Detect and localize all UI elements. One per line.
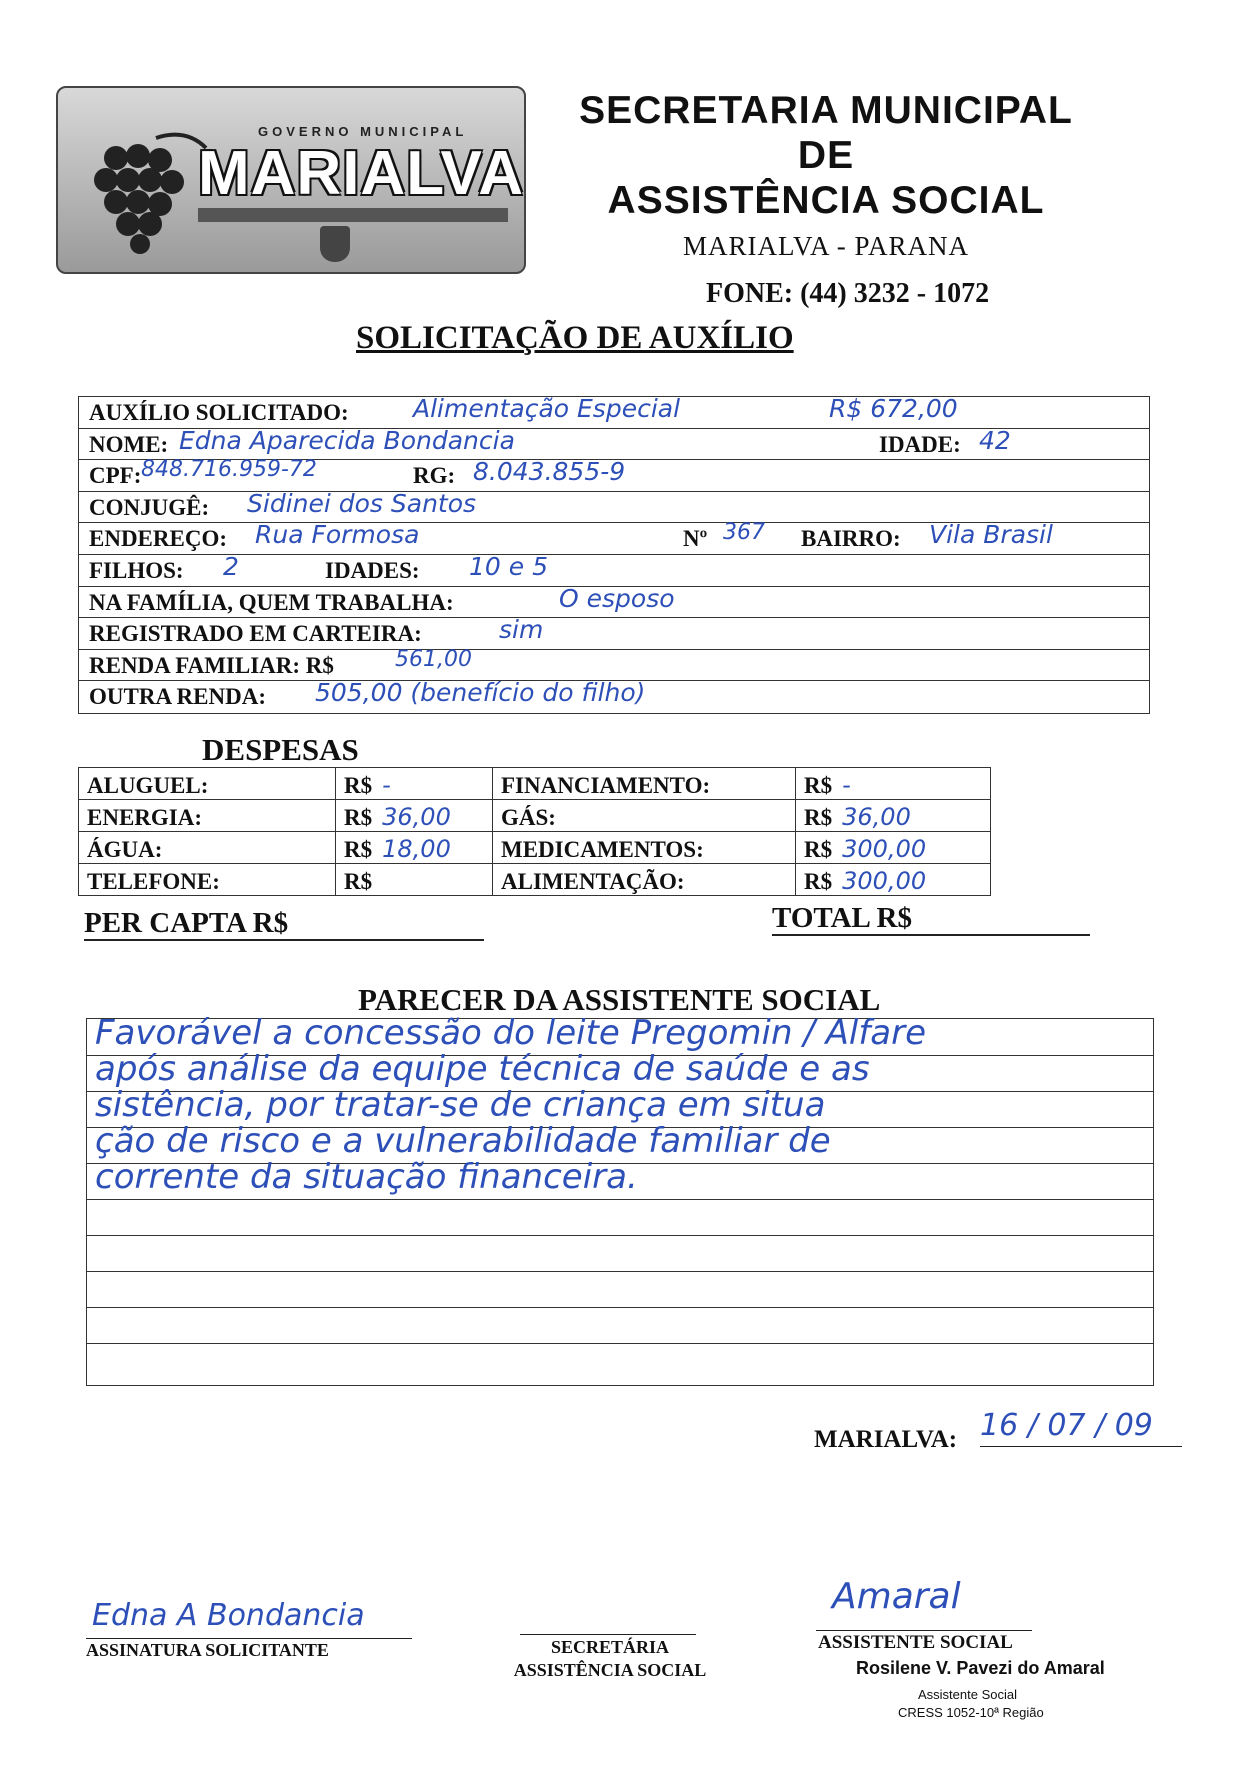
despesa-left-label: ENERGIA: xyxy=(79,800,336,832)
stamp-role: Assistente Social xyxy=(918,1687,1017,1702)
currency-label: R$ xyxy=(344,837,373,862)
despesa-right-label: FINANCIAMENTO: xyxy=(493,768,796,800)
despesa-right-label: MEDICAMENTOS: xyxy=(493,832,796,864)
despesas-title: DESPESAS xyxy=(202,732,359,767)
despesa-left-cell xyxy=(336,864,493,896)
numero-label: Nº xyxy=(683,526,708,552)
total-line xyxy=(772,934,1090,936)
despesa-left-label: TELEFONE: xyxy=(79,864,336,896)
per-capta-line xyxy=(84,939,484,941)
crest-icon xyxy=(320,226,350,262)
logo-gov-text: GOVERNO MUNICIPAL xyxy=(258,124,468,139)
renda-value: 561,00 xyxy=(395,646,472,672)
assistente-signature-label: ASSISTENTE SOCIAL xyxy=(818,1632,1013,1653)
despesa-right-label: ALIMENTAÇÃO: xyxy=(493,864,796,896)
parecer-rule xyxy=(87,1271,1153,1272)
solicitante-signature: Edna A Bondancia xyxy=(92,1598,365,1633)
currency-label: R$ xyxy=(344,869,373,894)
conjuge-value: Sidinei dos Santos xyxy=(247,488,477,518)
applicant-fields-table xyxy=(78,396,1150,714)
header-title-line1: SECRETARIA MUNICIPAL xyxy=(579,89,1073,132)
despesa-right-cell xyxy=(796,864,991,896)
marialva-logo xyxy=(56,86,526,274)
filhos-label: FILHOS: xyxy=(89,557,184,583)
solicitante-signature-label: ASSINATURA SOLICITANTE xyxy=(86,1640,329,1660)
despesa-left-value: 36,00 xyxy=(382,803,451,831)
logo-name: MARIALVA xyxy=(198,139,524,208)
row-filhos xyxy=(79,551,1149,587)
parecer-line: Favorável a concessão do leite Pregomin / Alfare xyxy=(95,1013,927,1053)
endereco-label: ENDEREÇO: xyxy=(89,526,228,552)
date-value: 16 / 07 / 09 xyxy=(980,1408,1153,1443)
row-carteira xyxy=(79,615,1149,650)
outra-renda-label: OUTRA RENDA: xyxy=(89,684,266,710)
despesa-right-value: 300,00 xyxy=(842,867,927,895)
currency-label: R$ xyxy=(804,805,833,830)
currency-label: R$ xyxy=(804,773,833,798)
endereco-value: Rua Formosa xyxy=(255,520,420,550)
row-renda xyxy=(79,646,1149,682)
despesa-left-label: ÁGUA: xyxy=(79,832,336,864)
numero-value: 367 xyxy=(723,520,765,546)
despesa-row xyxy=(79,832,991,864)
currency-label: R$ xyxy=(344,773,373,798)
date-label: MARIALVA: xyxy=(814,1426,958,1453)
row-outra-renda xyxy=(79,678,1149,713)
despesa-right-cell xyxy=(796,832,991,864)
row-trabalha xyxy=(79,583,1149,619)
rg-value: 8.043.855-9 xyxy=(473,457,626,487)
parecer-rule xyxy=(87,1307,1153,1308)
header-phone: FONE: (44) 3232 - 1072 xyxy=(706,278,990,309)
row-endereco xyxy=(79,520,1149,555)
idades-value: 10 e 5 xyxy=(469,551,548,581)
parecer-line: ção de risco e a vulnerabilidade familiar de xyxy=(95,1121,831,1161)
outra-renda-value: 505,00 (benefício do filho) xyxy=(315,678,646,708)
grapes-icon xyxy=(76,128,216,258)
despesa-right-cell xyxy=(796,768,991,800)
header-title xyxy=(536,88,1116,223)
parecer-line: sistência, por tratar-se de criança em situa xyxy=(95,1085,826,1125)
parecer-title: PARECER DA ASSISTENTE SOCIAL xyxy=(358,982,881,1017)
solicitante-signature-line xyxy=(86,1638,412,1639)
despesa-right-value: 300,00 xyxy=(842,835,927,863)
carteira-label: REGISTRADO EM CARTEIRA: xyxy=(89,621,422,647)
despesas-table xyxy=(78,767,991,896)
stamp-name: Rosilene V. Pavezi do Amaral xyxy=(856,1658,1105,1678)
despesa-left-label: ALUGUEL: xyxy=(79,768,336,800)
nome-label: NOME: xyxy=(89,431,169,457)
date-line xyxy=(980,1446,1182,1447)
header-title-line3: ASSISTÊNCIA SOCIAL xyxy=(607,179,1045,222)
header-city: MARIALVA - PARANA xyxy=(682,231,970,261)
stamp-registration: CRESS 1052-10ª Região xyxy=(898,1705,1044,1720)
despesa-left-cell xyxy=(336,768,493,800)
despesa-right-value: 36,00 xyxy=(842,803,911,831)
despesa-right-value: - xyxy=(842,771,851,799)
per-capta-label: PER CAPTA R$ xyxy=(84,907,289,939)
idades-label: IDADES: xyxy=(325,557,420,583)
despesa-left-value: - xyxy=(382,771,391,799)
renda-label: RENDA FAMILIAR: R$ xyxy=(89,652,334,678)
assistente-signature-line xyxy=(816,1630,1032,1631)
carteira-value: sim xyxy=(499,615,544,645)
currency-label: R$ xyxy=(344,805,373,830)
row-auxilio xyxy=(79,394,1149,429)
auxilio-label: AUXÍLIO SOLICITADO: xyxy=(89,400,349,425)
nome-value: Edna Aparecida Bondancia xyxy=(179,425,515,455)
rg-label: RG: xyxy=(413,463,456,489)
parecer-line: corrente da situação financeira. xyxy=(95,1157,638,1197)
total-label: TOTAL R$ xyxy=(772,902,912,934)
secretaria-label-line2: ASSISTÊNCIA SOCIAL xyxy=(513,1660,707,1680)
idade-value: 42 xyxy=(979,425,1011,455)
despesa-row xyxy=(79,864,991,896)
auxilio-value: Alimentação Especial xyxy=(413,394,681,423)
filhos-value: 2 xyxy=(223,551,239,581)
despesa-right-cell xyxy=(796,800,991,832)
despesa-left-value: 18,00 xyxy=(382,835,451,863)
secretaria-signature-label xyxy=(500,1636,720,1682)
despesa-row xyxy=(79,800,991,832)
currency-label: R$ xyxy=(804,837,833,862)
row-conjuge xyxy=(79,488,1149,524)
row-documentos xyxy=(79,457,1149,492)
despesa-row xyxy=(79,768,991,800)
auxilio-amount: R$ 672,00 xyxy=(829,394,958,423)
secretaria-signature-line xyxy=(520,1634,696,1635)
form-title: SOLICITAÇÃO DE AUXÍLIO xyxy=(356,320,794,356)
parecer-rule xyxy=(87,1343,1153,1344)
row-nome xyxy=(79,425,1149,461)
idade-label: IDADE: xyxy=(879,431,961,457)
logo-strip xyxy=(198,208,508,222)
parecer-line: após análise da equipe técnica de saúde e as xyxy=(95,1049,870,1089)
conjuge-label: CONJUGÊ: xyxy=(89,494,210,520)
trabalha-value: O esposo xyxy=(559,583,675,613)
bairro-value: Vila Brasil xyxy=(929,520,1053,550)
parecer-box xyxy=(86,1013,1154,1386)
header-title-line2: DE xyxy=(797,134,855,177)
parecer-rule xyxy=(87,1199,1153,1200)
despesa-left-cell xyxy=(336,800,493,832)
bairro-label: BAIRRO: xyxy=(801,526,901,552)
cpf-label: CPF: xyxy=(89,463,142,489)
secretaria-label-line1: SECRETÁRIA xyxy=(550,1637,670,1657)
despesa-right-label: GÁS: xyxy=(493,800,796,832)
assistente-signature: Amaral xyxy=(832,1576,961,1617)
trabalha-label: NA FAMÍLIA, QUEM TRABALHA: xyxy=(89,589,454,615)
despesa-left-cell xyxy=(336,832,493,864)
currency-label: R$ xyxy=(804,869,833,894)
cpf-value: 848.716.959-72 xyxy=(141,457,317,483)
parecer-rule xyxy=(87,1235,1153,1236)
